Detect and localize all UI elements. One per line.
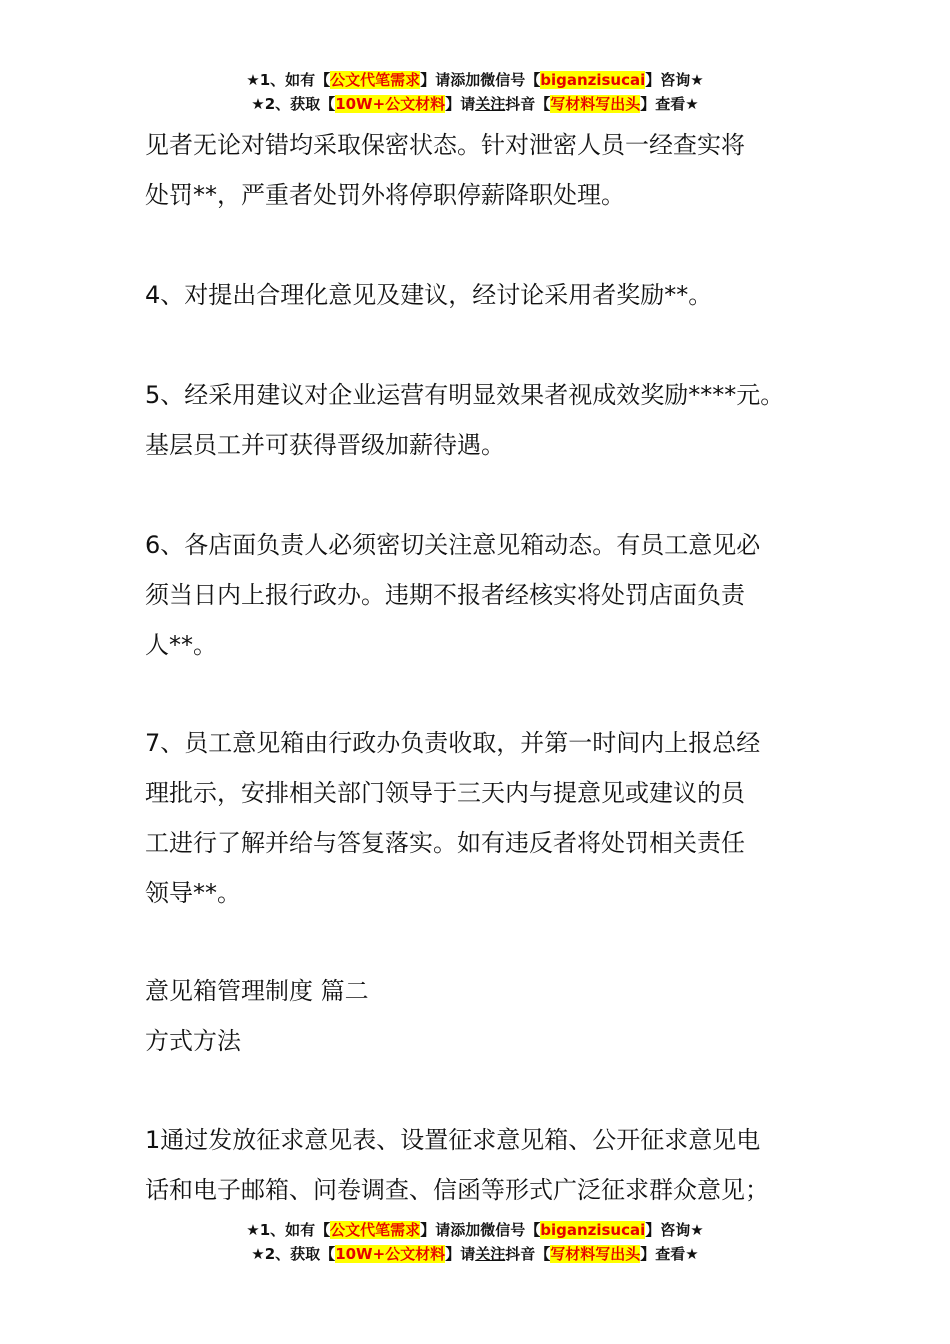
banner-highlight: 10W+公文材料 [335, 95, 446, 113]
text-line: 领导**。 [145, 879, 241, 907]
text-line: 理批示，安排相关部门领导于三天内与提意见或建议的员 [145, 779, 745, 807]
banner-highlight-douyin: 写材料写出头 [550, 1245, 641, 1263]
banner-highlight: 公文代笔需求 [330, 71, 421, 89]
banner-highlight-douyin: 写材料写出头 [550, 95, 641, 113]
text-line: 须当日内上报行政办。违期不报者经核实将处罚店面负责 [145, 581, 745, 609]
banner-underline: 关注 [475, 1245, 506, 1263]
banner-line-1 [0, 68, 950, 92]
banner-text: ★2、获取【 [251, 95, 336, 113]
banner-text: 抖音【 [505, 95, 551, 113]
text-line: 见者无论对错均采取保密状态。针对泄密人员一经查实将 [145, 131, 745, 159]
subheading-text: 方式方法 [145, 1027, 241, 1055]
paragraph-item-6 [145, 520, 845, 670]
text-line: 4、对提出合理化意见及建议，经讨论采用者奖励**。 [145, 281, 713, 309]
text-line: 处罚**，严重者处罚外将停职停薪降职处理。 [145, 181, 625, 209]
text-line: 1通过发放征求意见表、设置征求意见箱、公开征求意见电 [145, 1126, 761, 1154]
banner-text: 】咨询★ [645, 1221, 704, 1239]
banner-highlight: 公文代笔需求 [330, 1221, 421, 1239]
text-line: 话和电子邮箱、问卷调查、信函等形式广泛征求群众意见； [145, 1176, 769, 1204]
banner-text: ★1、如有【 [246, 71, 331, 89]
banner-line-2 [0, 1242, 950, 1266]
text-line: 5、经采用建议对企业运营有明显效果者视成效奖励****元。 [145, 381, 785, 409]
paragraph-confidentiality [145, 120, 845, 220]
banner-text: 】请 [445, 95, 476, 113]
section-heading [145, 966, 845, 1066]
text-line: 7、员工意见箱由行政办负责收取，并第一时间内上报总经 [145, 729, 761, 757]
banner-text: 】查看★ [640, 95, 699, 113]
banner-highlight-wechat: biganzisucai [540, 71, 646, 89]
banner-underline: 关注 [475, 95, 506, 113]
banner-text: 】请添加微信号【 [420, 1221, 541, 1239]
banner-text: 】请 [445, 1245, 476, 1263]
banner-text: 】请添加微信号【 [420, 71, 541, 89]
footer-banner [0, 1218, 950, 1266]
banner-line-1 [0, 1218, 950, 1242]
header-banner [0, 68, 950, 116]
text-line: 6、各店面负责人必须密切关注意见箱动态。有员工意见必 [145, 531, 761, 559]
paragraph-item-7 [145, 718, 845, 918]
banner-text: ★2、获取【 [251, 1245, 336, 1263]
text-line: 基层员工并可获得晋级加薪待遇。 [145, 431, 505, 459]
banner-highlight-wechat: biganzisucai [540, 1221, 646, 1239]
paragraph-item-5 [145, 370, 845, 470]
banner-text: ★1、如有【 [246, 1221, 331, 1239]
text-line: 工进行了解并给与答复落实。如有违反者将处罚相关责任 [145, 829, 745, 857]
banner-line-2 [0, 92, 950, 116]
heading-text: 意见箱管理制度 篇二 [145, 977, 369, 1005]
banner-text: 】咨询★ [645, 71, 704, 89]
banner-text: 抖音【 [505, 1245, 551, 1263]
paragraph-item-4 [145, 270, 845, 320]
banner-highlight: 10W+公文材料 [335, 1245, 446, 1263]
paragraph-method-1 [145, 1115, 845, 1215]
text-line: 人**。 [145, 631, 217, 659]
banner-text: 】查看★ [640, 1245, 699, 1263]
